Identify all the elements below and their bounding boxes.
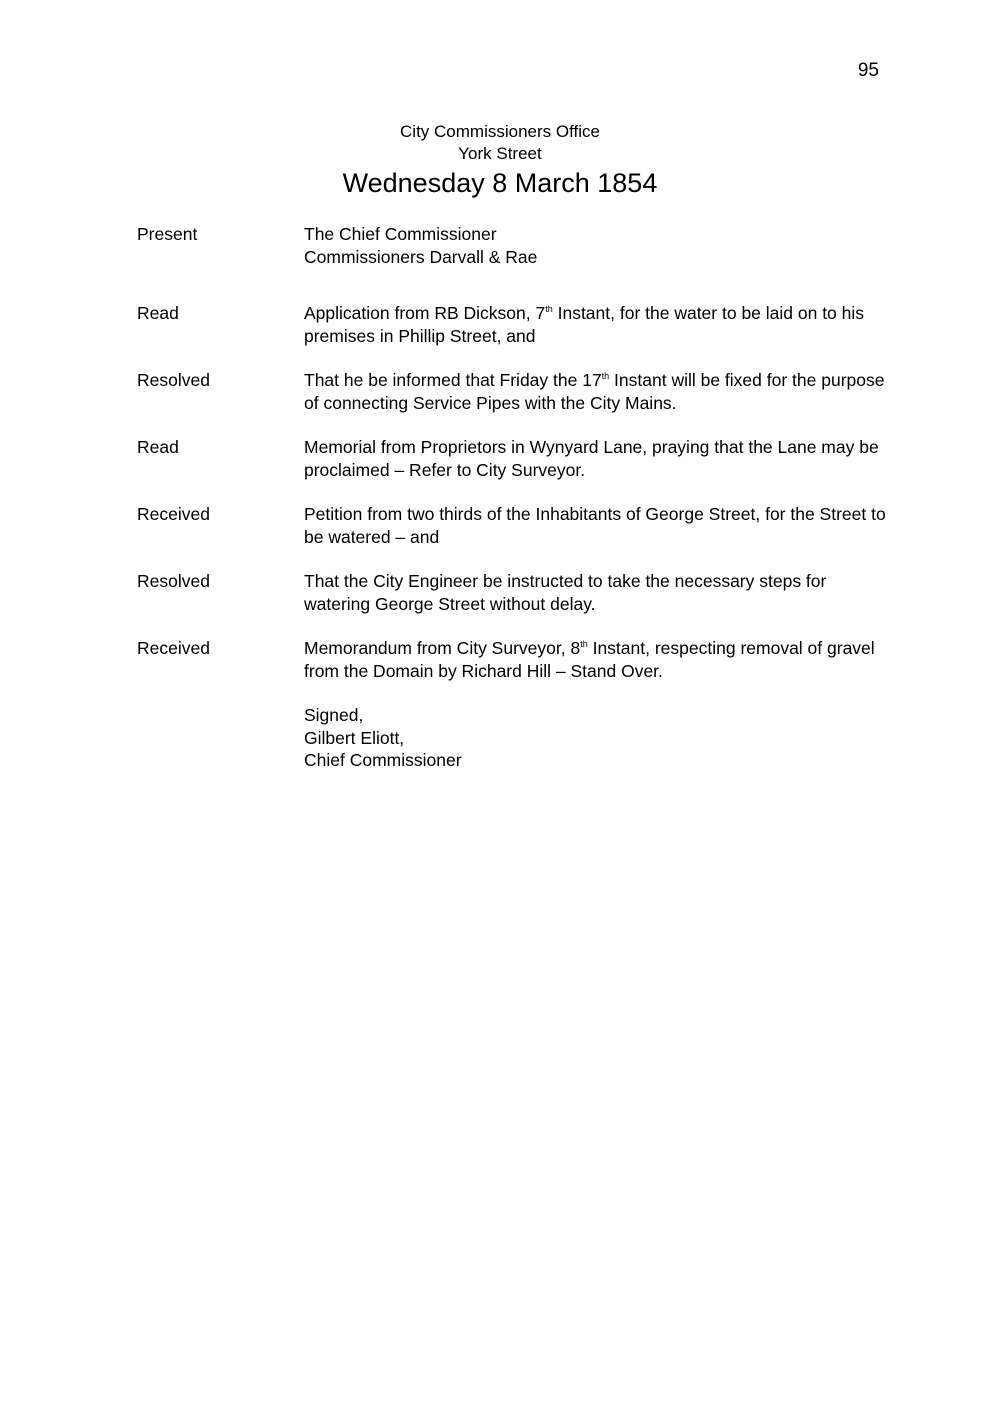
- office-name: City Commissioners Office: [400, 122, 600, 141]
- entry-line: from the Domain by Richard Hill – Stand Over.: [304, 660, 663, 681]
- office-street: York Street: [458, 144, 542, 163]
- entry-label: Read: [137, 303, 179, 323]
- entry-line: proclaimed – Refer to City Surveyor.: [304, 459, 586, 480]
- entry-line: Application from RB Dickson, 7th Instant, for the water to be laid on to his: [304, 303, 865, 323]
- signature-line: Chief Commissioner: [304, 750, 462, 770]
- present-line: Commissioners Darvall & Rae: [304, 246, 538, 267]
- entry-label: Present: [137, 224, 198, 244]
- present-line: The Chief Commissioner: [304, 224, 497, 244]
- entry-label: Resolved: [137, 571, 210, 591]
- entry-line: Memorial from Proprietors in Wynyard Lane, praying that the Lane may be: [304, 437, 879, 457]
- entry-text: [304, 570, 926, 615]
- entry-label: Received: [137, 638, 210, 658]
- meeting-date: Wednesday 8 March 1854: [342, 168, 658, 198]
- entry-line: That the City Engineer be instructed to take the necessary steps for: [304, 571, 827, 591]
- entry-text: [304, 637, 926, 682]
- signature-line: Signed,: [304, 705, 364, 725]
- signature-line: Gilbert Eliott,: [304, 727, 405, 748]
- entry-label: Received: [137, 504, 210, 524]
- entry-text: [304, 369, 926, 414]
- document-header: [0, 121, 1000, 199]
- entry-text: [304, 223, 926, 268]
- page-number: 95: [857, 60, 879, 81]
- entry-label: Read: [137, 437, 179, 457]
- entry-line: be watered – and: [304, 526, 440, 547]
- entry-line: watering George Street without delay.: [304, 593, 596, 614]
- entry-line: That he be informed that Friday the 17th Instant will be fixed for the purpose: [304, 370, 885, 390]
- signature-text: [304, 704, 926, 772]
- entry-text: [304, 436, 926, 481]
- entry-line: Memorandum from City Surveyor, 8th Instant, respecting removal of gravel: [304, 638, 875, 658]
- entry-label: Resolved: [137, 370, 210, 390]
- entry-line: of connecting Service Pipes with the City Mains.: [304, 392, 677, 413]
- entry-line: Petition from two thirds of the Inhabitants of George Street, for the Street to: [304, 504, 886, 524]
- entry-text: [304, 503, 926, 548]
- entry-line: premises in Phillip Street, and: [304, 325, 536, 346]
- entry-text: [304, 302, 926, 347]
